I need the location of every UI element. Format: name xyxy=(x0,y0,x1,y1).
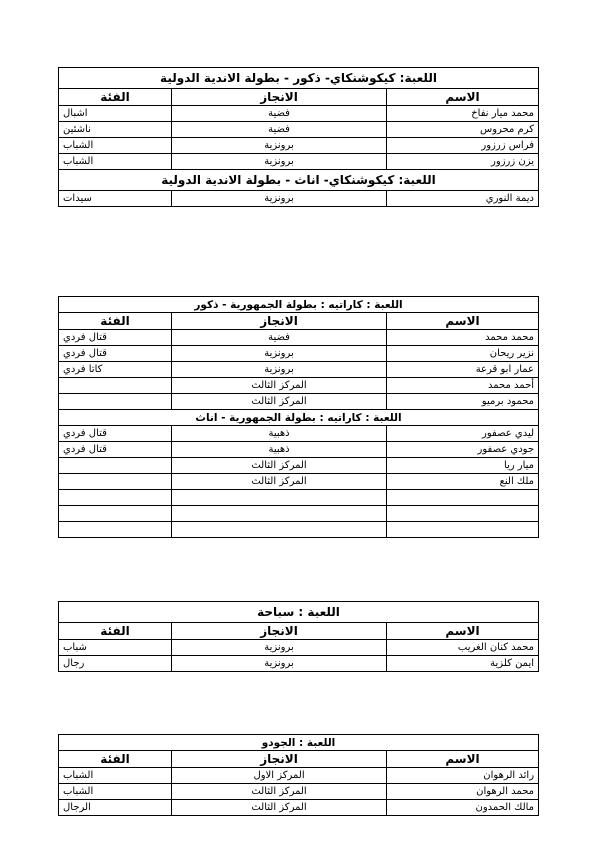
athlete-name: محمود برميو xyxy=(387,394,539,410)
header-achievement: الانجاز xyxy=(172,313,387,330)
achievement: برونزية xyxy=(172,346,387,362)
category: قتال فردي xyxy=(59,426,172,442)
table-row xyxy=(59,656,539,672)
section-title-row xyxy=(59,602,539,623)
header-achievement: الانجاز xyxy=(172,623,387,640)
category: قتال فردي xyxy=(59,346,172,362)
section-title: اللعبة : سباحة xyxy=(59,602,539,623)
category xyxy=(59,394,172,410)
athlete-name: ديمة النوري xyxy=(387,191,539,207)
header-category: الفئة xyxy=(59,313,172,330)
achievement xyxy=(172,522,387,538)
achievement: فضية xyxy=(172,330,387,346)
table-row xyxy=(59,800,539,816)
header-row xyxy=(59,89,539,106)
section-title-row xyxy=(59,297,539,313)
achievement xyxy=(172,490,387,506)
section-title: اللعبة : كاراتيه : بطولة الجمهورية - ذكور xyxy=(59,297,539,313)
header-row xyxy=(59,751,539,768)
swimming-results-table xyxy=(58,601,539,672)
table-row xyxy=(59,154,539,170)
header-row xyxy=(59,313,539,330)
table-row xyxy=(59,490,539,506)
table-row xyxy=(59,506,539,522)
athlete-name: أحمد محمد xyxy=(387,378,539,394)
section-title: اللعبة: كيكوشنكاي- اناث - بطولة الاندية الدولية xyxy=(59,170,539,191)
athlete-name: كرم محروس xyxy=(387,122,539,138)
kyokushin-results-table xyxy=(58,67,539,207)
athlete-name: محمد ميار نفاخ xyxy=(387,106,539,122)
athlete-name: فراس زرزور xyxy=(387,138,539,154)
header-name: الاسم xyxy=(387,313,539,330)
section-title: اللعبة: كيكوشنكاي- ذكور - بطولة الاندية الدولية xyxy=(59,68,539,89)
athlete-name: رائد الرهوان xyxy=(387,768,539,784)
table-row xyxy=(59,458,539,474)
category xyxy=(59,458,172,474)
category: سيدات xyxy=(59,191,172,207)
category: الشباب xyxy=(59,768,172,784)
achievement: برونزية xyxy=(172,191,387,207)
athlete-name: ملك النع xyxy=(387,474,539,490)
section-title: اللعبة : كاراتيه : بطولة الجمهورية - اناث xyxy=(59,410,539,426)
athlete-name: محمد محمد xyxy=(387,330,539,346)
athlete-name xyxy=(387,506,539,522)
achievement: برونزية xyxy=(172,138,387,154)
karate-results-table xyxy=(58,296,539,538)
achievement: المركز الاول xyxy=(172,768,387,784)
table-row xyxy=(59,346,539,362)
section-title-row xyxy=(59,68,539,89)
achievement: ذهبية xyxy=(172,442,387,458)
achievement: فضية xyxy=(172,106,387,122)
achievement: برونزية xyxy=(172,656,387,672)
table-row xyxy=(59,426,539,442)
header-name: الاسم xyxy=(387,623,539,640)
header-name: الاسم xyxy=(387,89,539,106)
category: قتال فردي xyxy=(59,442,172,458)
section-title: اللعبة : الجودو xyxy=(59,735,539,751)
athlete-name: محمد الرهوان xyxy=(387,784,539,800)
header-row xyxy=(59,623,539,640)
category: الشباب xyxy=(59,138,172,154)
achievement: المركز الثالث xyxy=(172,474,387,490)
category: كاتا فردي xyxy=(59,362,172,378)
athlete-name: ايمن كلزية xyxy=(387,656,539,672)
category: الرجال xyxy=(59,800,172,816)
table-row xyxy=(59,378,539,394)
achievement: المركز الثالث xyxy=(172,394,387,410)
table-row xyxy=(59,138,539,154)
table-row xyxy=(59,330,539,346)
table-row xyxy=(59,768,539,784)
section-title-row xyxy=(59,410,539,426)
judo-results-table xyxy=(58,734,539,816)
athlete-name: نزير ريحان xyxy=(387,346,539,362)
table-row xyxy=(59,442,539,458)
athlete-name: ليدي عصفور xyxy=(387,426,539,442)
achievement: المركز الثالث xyxy=(172,378,387,394)
table-row xyxy=(59,106,539,122)
athlete-name: جودي عصفور xyxy=(387,442,539,458)
category xyxy=(59,378,172,394)
category xyxy=(59,490,172,506)
category: ناشئين xyxy=(59,122,172,138)
athlete-name: عمار ابو قرعة xyxy=(387,362,539,378)
achievement xyxy=(172,506,387,522)
athlete-name: يزن زرزور xyxy=(387,154,539,170)
achievement: المركز الثالث xyxy=(172,784,387,800)
category xyxy=(59,506,172,522)
table-row xyxy=(59,784,539,800)
category: قتال فردي xyxy=(59,330,172,346)
athlete-name: ميار ريا xyxy=(387,458,539,474)
category: الشباب xyxy=(59,154,172,170)
achievement: ذهبية xyxy=(172,426,387,442)
section-title-row xyxy=(59,735,539,751)
achievement: برونزية xyxy=(172,362,387,378)
category: اشبال xyxy=(59,106,172,122)
athlete-name xyxy=(387,490,539,506)
category xyxy=(59,474,172,490)
table-row xyxy=(59,191,539,207)
achievement: المركز الثالث xyxy=(172,458,387,474)
achievement: برونزية xyxy=(172,640,387,656)
section-title-row xyxy=(59,170,539,191)
achievement: المركز الثالث xyxy=(172,800,387,816)
table-row xyxy=(59,122,539,138)
table-row xyxy=(59,474,539,490)
achievement: فضية xyxy=(172,122,387,138)
athlete-name: محمد كنان الغريب xyxy=(387,640,539,656)
table-row xyxy=(59,362,539,378)
header-achievement: الانجاز xyxy=(172,751,387,768)
header-achievement: الانجاز xyxy=(172,89,387,106)
table-row xyxy=(59,640,539,656)
header-category: الفئة xyxy=(59,89,172,106)
header-name: الاسم xyxy=(387,751,539,768)
table-row xyxy=(59,522,539,538)
table-row xyxy=(59,394,539,410)
header-category: الفئة xyxy=(59,751,172,768)
achievement: برونزية xyxy=(172,154,387,170)
athlete-name: مالك الحمدون xyxy=(387,800,539,816)
category: الشباب xyxy=(59,784,172,800)
header-category: الفئة xyxy=(59,623,172,640)
category xyxy=(59,522,172,538)
category: رجال xyxy=(59,656,172,672)
category: شباب xyxy=(59,640,172,656)
athlete-name xyxy=(387,522,539,538)
